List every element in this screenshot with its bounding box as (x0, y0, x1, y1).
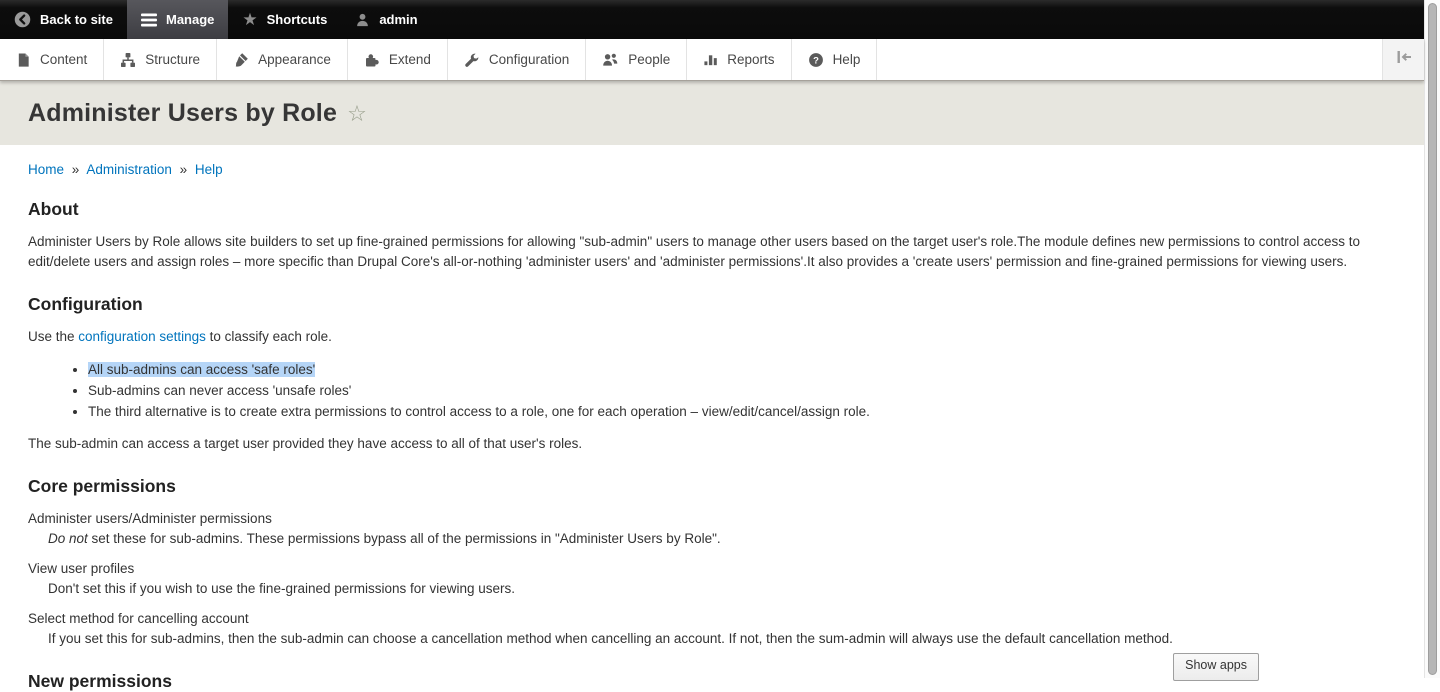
people-icon (602, 52, 619, 68)
toolbar-orientation-toggle[interactable] (1382, 39, 1424, 80)
shortcuts-label: Shortcuts (266, 12, 328, 27)
selected-list-text: All sub-admins can access 'safe roles' (88, 362, 316, 377)
toolbar-item-people[interactable] (586, 39, 687, 80)
list-item: • The third alternative is to create extra permissions to control access to a role, one for each operation – view/edit/cancel/assign role. (88, 401, 1384, 422)
toolbar-item-content[interactable] (0, 39, 104, 80)
breadcrumb-separator: » (71, 162, 80, 177)
permission-definition: Don't set this if you wish to use the fine-grained permissions for viewing users. (48, 581, 516, 596)
admin-user-menu[interactable] (341, 0, 431, 39)
intro-prefix: Use the (28, 329, 79, 344)
toolbar-item-help[interactable] (792, 39, 878, 80)
breadcrumb-administration-link[interactable]: Administration (86, 162, 172, 177)
breadcrumb (28, 162, 1384, 177)
favorite-star-icon[interactable]: ☆ (347, 101, 367, 126)
about-paragraph: Administer Users by Role allows site builders to set up fine-grained permissions for allowing "sub-admin" users to manage other users based on the target user's role.The module defines new permissions to control access to edit/delete users and assign roles – more specific than Drupal Core's all-or-nothing 'administer users' and 'administer permissions'.It also provides a 'create users' permission and fine-grained permissions for viewing users. (28, 234, 1361, 269)
list-item: • Sub-admins can never access 'unsafe roles' (88, 380, 1384, 401)
admin-toolbar (0, 39, 1424, 81)
emphasis-text: Do not (48, 531, 88, 546)
about-heading: About (28, 199, 79, 219)
toolbar-item-reports[interactable] (687, 39, 791, 80)
intro-suffix: to classify each role. (205, 329, 332, 344)
toolbar-item-label: Extend (388, 52, 431, 67)
back-to-site-label: Back to site (40, 12, 113, 27)
toolbar-item-configuration[interactable] (448, 39, 586, 80)
toolbar-item-label: Configuration (488, 52, 570, 67)
permission-definition: If you set this for sub-admins, then the sub-admin can choose a cancellation method when cancelling an account. If not, then the sum-admin will always use the default cancellation method. (48, 631, 1173, 646)
configuration-heading: Configuration (28, 294, 143, 314)
hamburger-icon (141, 13, 157, 27)
configuration-note: The sub-admin can access a target user provided they have access to all of that user's roles. (28, 436, 583, 451)
toolbar-item-label: Content (40, 52, 88, 67)
breadcrumb-separator: » (179, 162, 188, 177)
toolbar-item-label: People (628, 52, 671, 67)
show-apps-button[interactable]: Show apps (1173, 653, 1259, 681)
core-permissions-list (28, 509, 1384, 649)
svg-text:?: ? (812, 54, 819, 66)
question-icon (808, 52, 824, 68)
toolbar-item-extend[interactable] (348, 39, 448, 80)
configuration-intro (28, 327, 1384, 347)
configuration-settings-link[interactable]: configuration settings (78, 329, 206, 344)
wrench-icon (464, 52, 480, 68)
page-title: Administer Users by Role (28, 98, 338, 127)
permission-definition (48, 529, 1384, 549)
back-to-site-button[interactable] (0, 0, 127, 39)
manage-tab[interactable] (127, 0, 228, 39)
user-icon (355, 12, 370, 28)
permission-term: Administer users/Administer permissions (28, 511, 272, 526)
paintbrush-icon (233, 52, 249, 68)
toolbar-item-label: Structure (145, 52, 201, 67)
puzzle-icon (364, 52, 380, 68)
sitemap-icon (120, 52, 136, 68)
core-permissions-heading: Core permissions (28, 476, 176, 496)
new-permissions-heading: New permissions (28, 671, 172, 691)
toggle-orientation-icon (1395, 50, 1413, 69)
star-icon: ★ (242, 10, 258, 29)
list-item (88, 359, 1384, 380)
toolbar-item-appearance[interactable] (217, 39, 348, 80)
back-arrow-icon (14, 11, 31, 28)
permission-term: Select method for cancelling account (28, 611, 249, 626)
breadcrumb-home-link[interactable]: Home (28, 162, 65, 177)
definition-text: set these for sub-admins. These permissions bypass all of the permissions in "Administer Users by Role". (87, 531, 721, 546)
admin-username-label: admin (379, 12, 418, 27)
page-header-band (0, 81, 1424, 145)
toolbar-item-label: Help (832, 52, 861, 67)
configuration-options-list (28, 359, 1384, 422)
shortcuts-tab[interactable] (228, 0, 341, 39)
file-icon (16, 52, 31, 68)
toolbar-item-label: Appearance (258, 52, 331, 67)
vertical-scrollbar[interactable] (1424, 0, 1440, 678)
admin-bar (0, 0, 1440, 39)
main-content (0, 162, 1440, 692)
permission-term: View user profiles (28, 561, 135, 576)
toolbar-item-label: Reports (727, 52, 775, 67)
toolbar-item-structure[interactable] (104, 39, 217, 80)
scrollbar-thumb[interactable] (1428, 3, 1437, 675)
manage-label: Manage (165, 12, 215, 27)
bar-chart-icon (703, 52, 718, 68)
breadcrumb-help-link[interactable]: Help (194, 162, 223, 177)
